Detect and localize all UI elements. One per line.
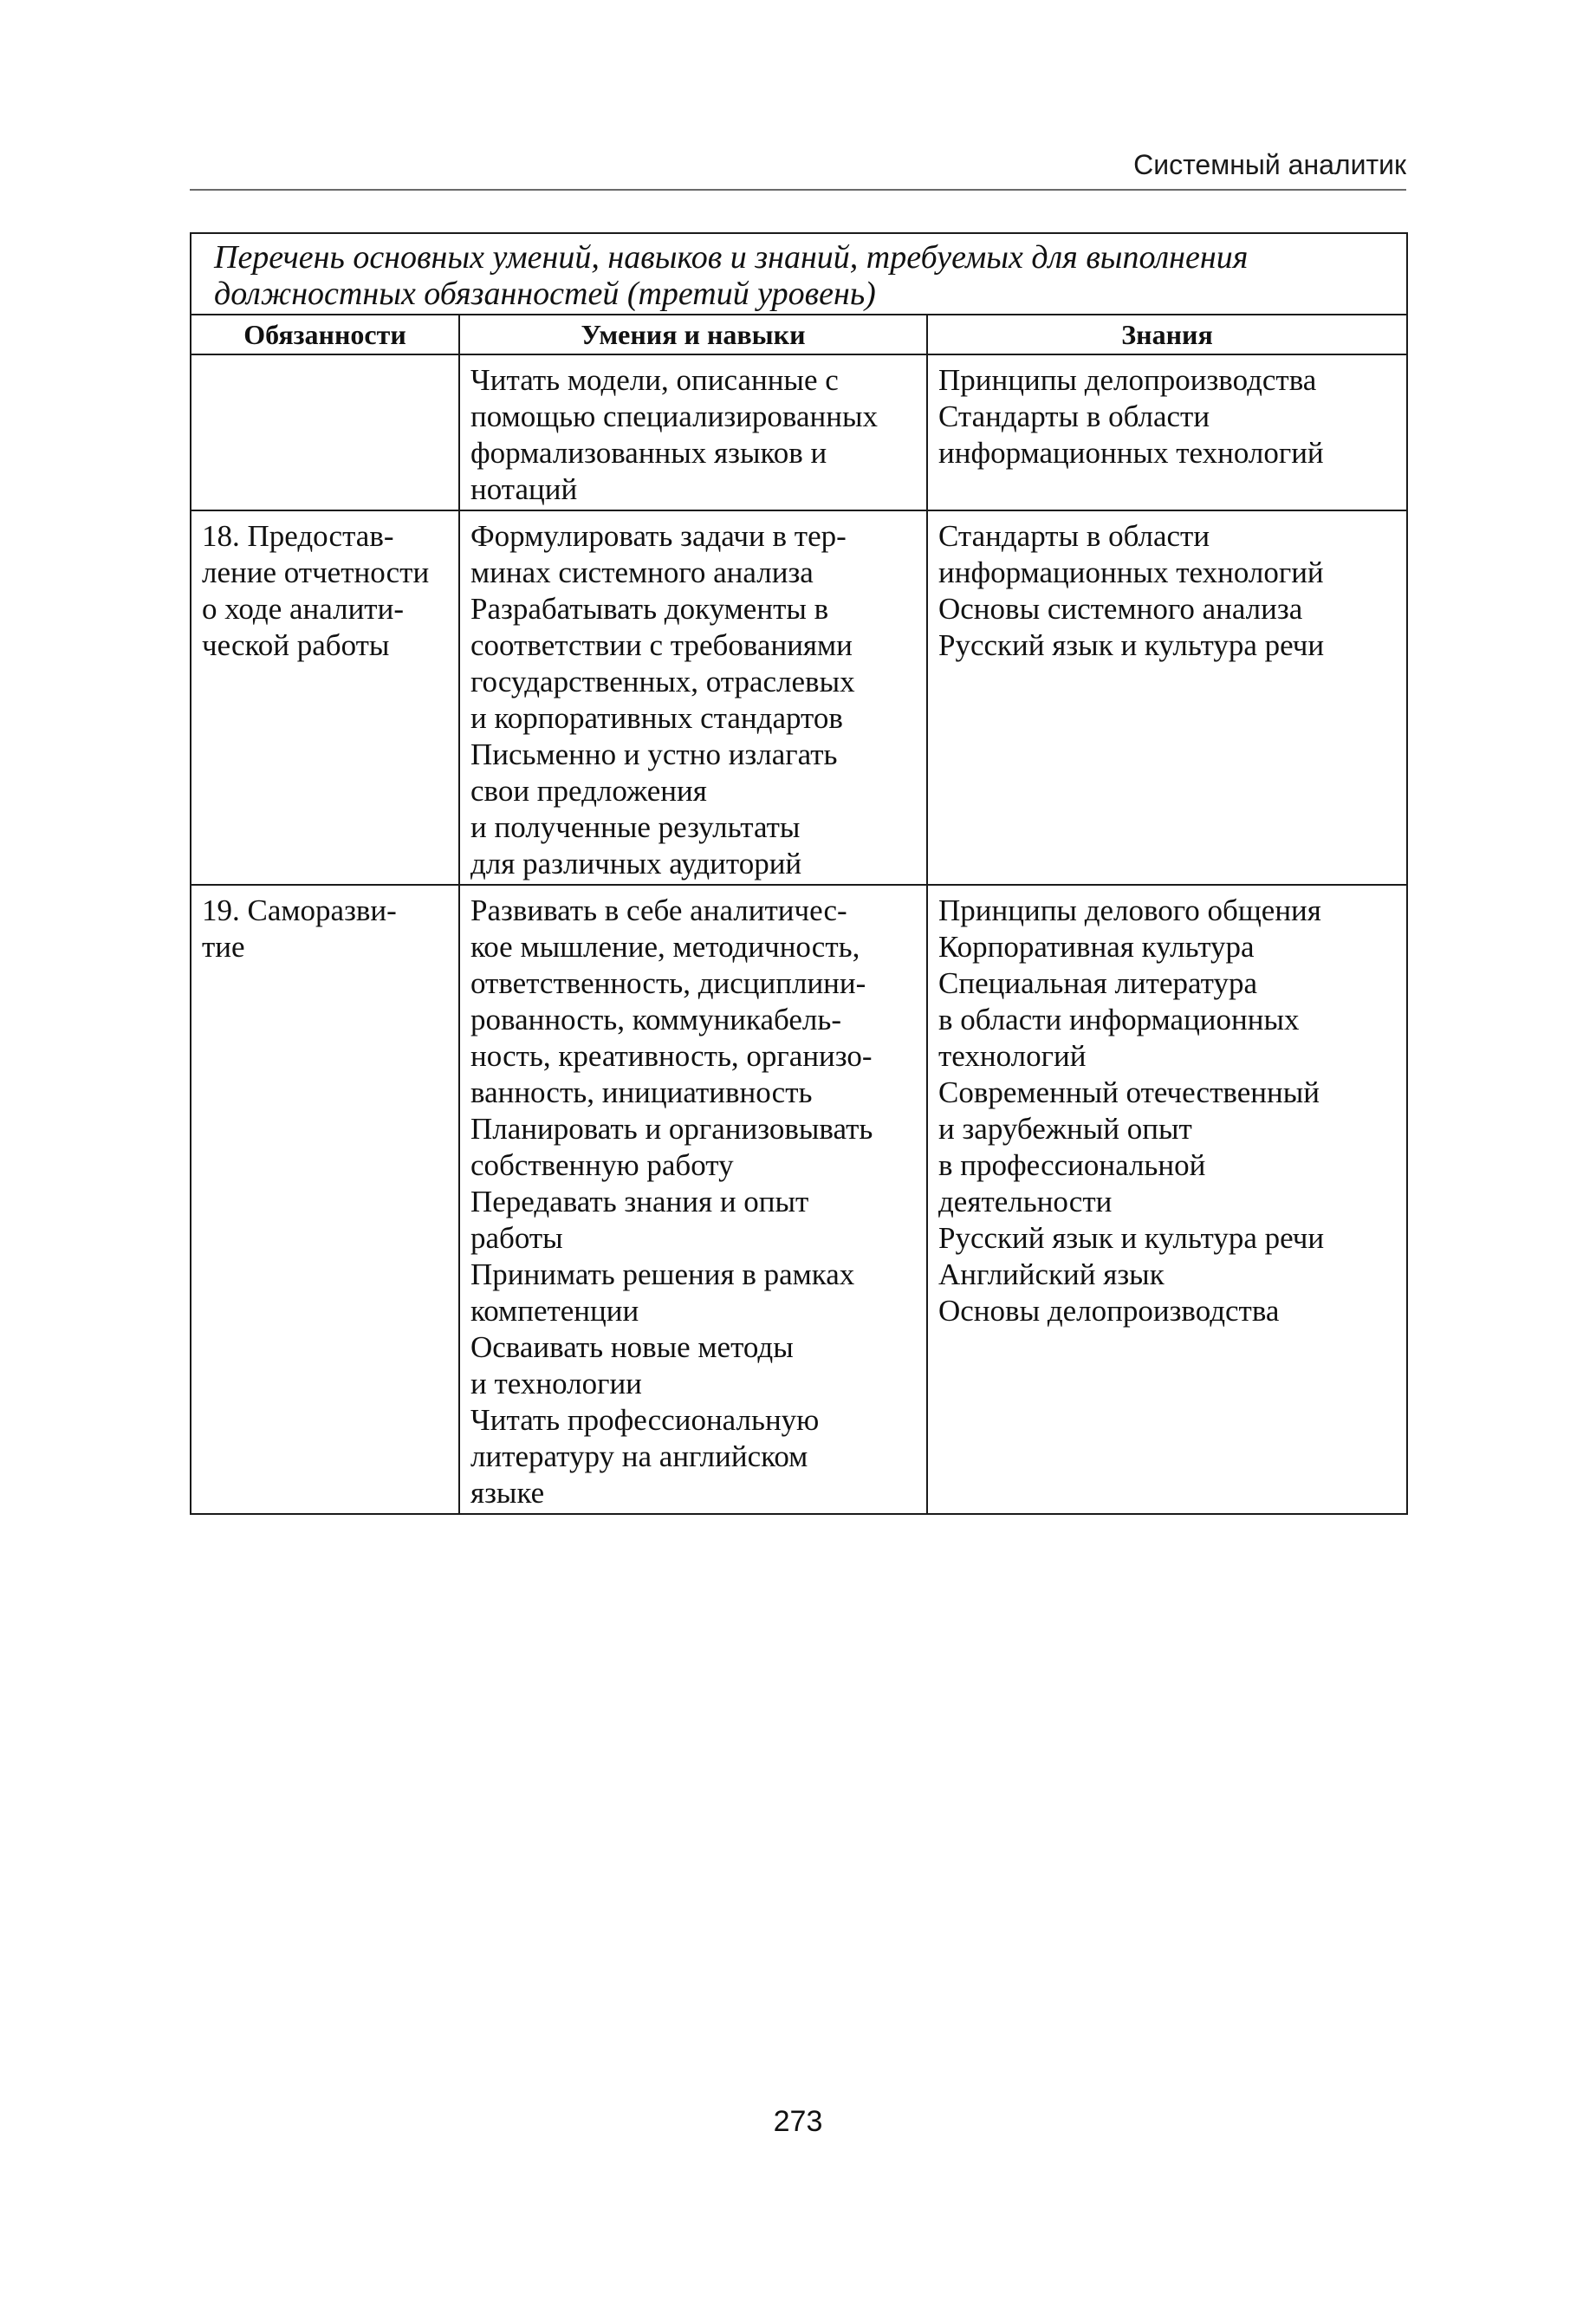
knowledge-line: Стандарты в области [938,400,1210,433]
duty-cell [191,354,459,510]
table-row [191,885,1407,1514]
column-header-skills: Умения и навыки [459,315,927,354]
knowledge-line: Принципы делопроизводства [938,363,1317,397]
column-header-duties: Обязанности [191,315,459,354]
knowledge-line: и зарубежный опыт [938,1112,1192,1146]
knowledge-line: информационных технологий [938,436,1324,470]
knowledge-line: Принципы делового общения [938,893,1321,927]
skill-line: Принимать решения в рамках [470,1257,855,1291]
skill-line: и полученные результаты [470,810,801,844]
knowledge-line: в профессиональной [938,1148,1206,1182]
skill-line: рованность, коммуникабель- [470,1003,842,1036]
skills-cell [459,354,927,510]
knowledge-line: деятельности [938,1185,1113,1218]
skill-line: формализованных языков и [470,436,827,470]
skill-line: Планировать и организовывать [470,1112,873,1146]
skill-line: Читать профессиональную [470,1403,820,1437]
skill-line: ответственность, дисциплини- [470,966,866,1000]
skill-line: и корпоративных стандартов [470,701,843,735]
duty-line: 19. Саморазви- [202,893,397,927]
duty-line: тие [202,930,245,964]
duty-line: о ходе аналити- [202,592,404,626]
skill-line: ность, креативность, организо- [470,1039,873,1073]
skill-line: государственных, отраслевых [470,665,855,698]
duty-line: 18. Предостав- [202,519,394,553]
skill-line: работы [470,1221,563,1255]
knowledge-cell [927,354,1407,510]
competency-table [190,232,1408,1515]
table-caption [191,233,1407,315]
skill-line: помощью специализированных [470,400,878,433]
duty-cell [191,885,459,1514]
skill-line: Передавать знания и опыт [470,1185,809,1218]
skills-cell [459,885,927,1514]
page-number: 273 [773,2105,823,2138]
skill-line: компетенции [470,1294,639,1328]
duty-line: ческой работы [202,628,390,662]
knowledge-line: информационных технологий [938,556,1324,589]
skill-line: и технологии [470,1367,642,1400]
table-header-row [191,315,1407,354]
column-header-knowledge: Знания [927,315,1407,354]
knowledge-cell [927,885,1407,1514]
skill-line: Развивать в себе аналитичес- [470,893,847,927]
knowledge-line: Специальная литература [938,966,1257,1000]
skill-line: соответствии с требованиями [470,628,853,662]
knowledge-line: Современный отечественный [938,1075,1320,1109]
skill-line: Разрабатывать документы в [470,592,829,626]
knowledge-line: Корпоративная культура [938,930,1255,964]
skill-line: свои предложения [470,774,707,808]
running-head: Системный аналитик [190,149,1406,191]
knowledge-line: Основы делопроизводства [938,1294,1280,1328]
skill-line: собственную работу [470,1148,734,1182]
skill-line: Письменно и устно излагать [470,737,838,771]
skill-line: языке [470,1476,545,1510]
table-row [191,354,1407,510]
skill-line: Осваивать новые методы [470,1330,794,1364]
knowledge-line: технологий [938,1039,1087,1073]
knowledge-cell [927,510,1407,885]
duty-line: ление отчетности [202,556,430,589]
table-caption-line: Перечень основных умений, навыков и знаний, требуемых для выполнения [214,239,1249,276]
skill-line: Формулировать задачи в тер- [470,519,847,553]
knowledge-line: Русский язык и культура речи [938,628,1325,662]
table-body [191,354,1407,1514]
competency-table-wrapper [190,232,1406,1515]
skill-line: литературу на английском [470,1439,808,1473]
table-row [191,510,1407,885]
knowledge-line: Английский язык [938,1257,1165,1291]
duty-cell [191,510,459,885]
skill-line: нотаций [470,472,578,506]
skill-line: минах системного анализа [470,556,814,589]
skill-line: для различных аудиторий [470,847,802,880]
knowledge-line: в области информационных [938,1003,1300,1036]
knowledge-line: Основы системного анализа [938,592,1303,626]
knowledge-line: Стандарты в области [938,519,1210,553]
table-caption-line: должностных обязанностей (третий уровень) [214,276,876,312]
skill-line: кое мышление, методичность, [470,930,860,964]
knowledge-line: Русский язык и культура речи [938,1221,1325,1255]
skills-cell [459,510,927,885]
skill-line: ванность, инициативность [470,1075,813,1109]
skill-line: Читать модели, описанные с [470,363,839,397]
table-caption-row [191,233,1407,315]
